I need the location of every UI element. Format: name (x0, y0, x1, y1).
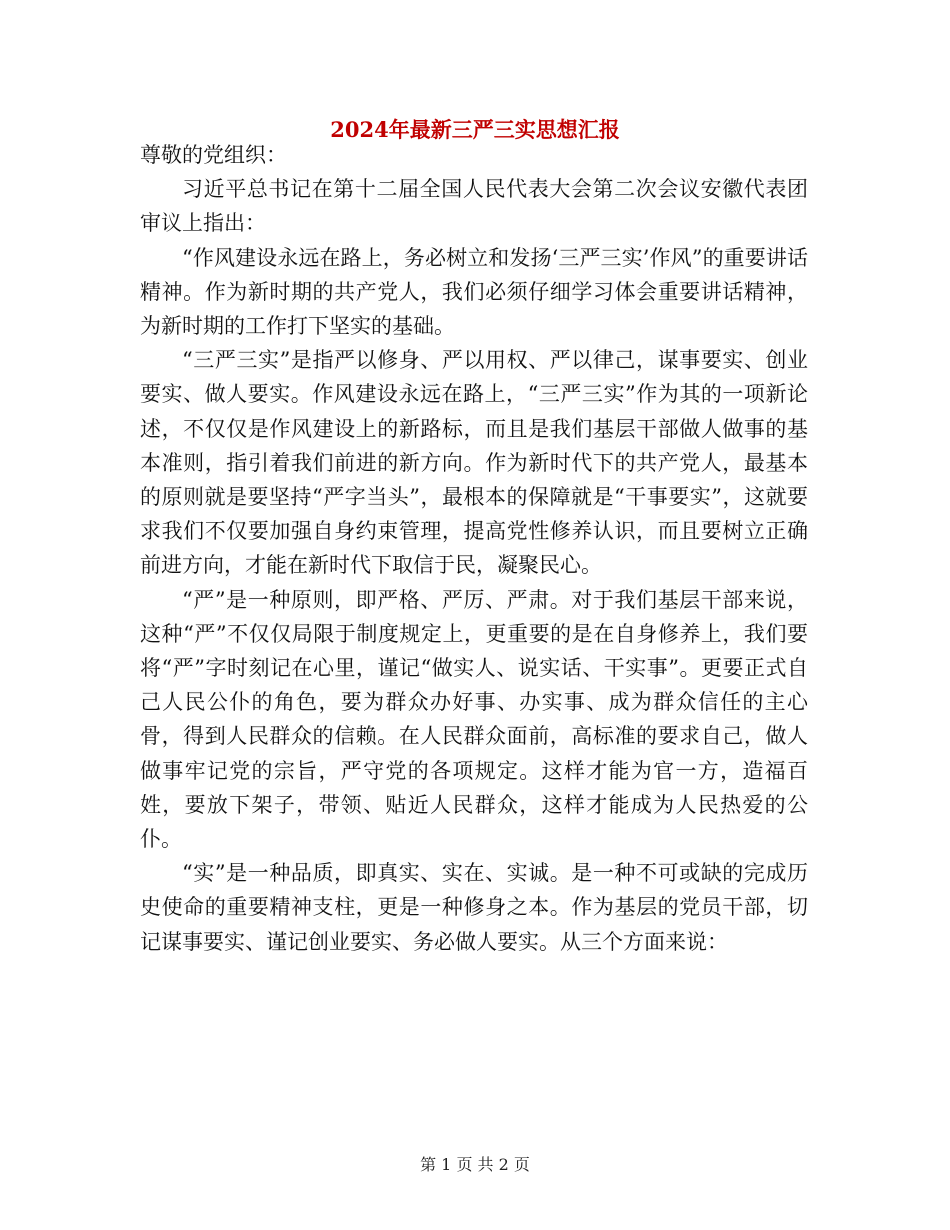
document-body (140, 138, 808, 959)
salutation: 尊敬的党组织： (140, 143, 287, 167)
paragraph-5: “实”是一种品质，即真实、实在、实诚。是一种不可或缺的完成历史使命的重要精神支柱，更是一种修身之本。作为基层的党员干部，切记谋事要实、谨记创业要实、务必做人要实。从三个方面来说： (140, 861, 808, 954)
paragraph-3: “三严三实”是指严以修身、严以用权、严以律己，谋事要实、创业要实、做人要实。作风建设永远在路上，“三严三实”作为其的一项新论述，不仅仅是作风建设上的新路标，而且是我们基层干部做人做事的基本准则，指引着我们前进的新方向。作为新时代下的共产党人，最基本的原则就是要坚持“严字当头”，最根本的保障就是“干事要实”，这就要求我们不仅要加强自身约束管理，提高党性修养认识，而且要树立正确前进方向，才能在新时代下取信于民，凝聚民心。 (140, 348, 808, 578)
paragraph-1: 习近平总书记在第十二届全国人民代表大会第二次会议安徽代表团审议上指出： (140, 177, 808, 236)
page-number-footer: 第 1 页 共 2 页 (420, 1155, 530, 1174)
document-title: 2024年最新三严三实思想汇报 (330, 117, 620, 142)
paragraph-4: “严”是一种原则，即严格、严厉、严肃。对于我们基层干部来说，这种“严”不仅仅局限于制度规定上，更重要的是在自身修养上，我们要将“严”字时刻记在心里，谨记“做实人、说实话、干实事”。更要正式自己人民公仆的角色，要为群众办好事、办实事、成为群众信任的主心骨，得到人民群众的信赖。在人民群众面前，高标准的要求自己，做人做事牢记党的宗旨，严守党的各项规定。这样才能为官一方，造福百姓，要放下架子，带领、贴近人民群众，这样才能成为人民热爱的公仆。 (140, 587, 808, 852)
paragraph-2: “作风建设永远在路上，务必树立和发扬‘三严三实’作风”的重要讲话精神。作为新时期的共产党人，我们必须仔细学习体会重要讲话精神，为新时期的工作打下坚实的基础。 (140, 245, 808, 339)
